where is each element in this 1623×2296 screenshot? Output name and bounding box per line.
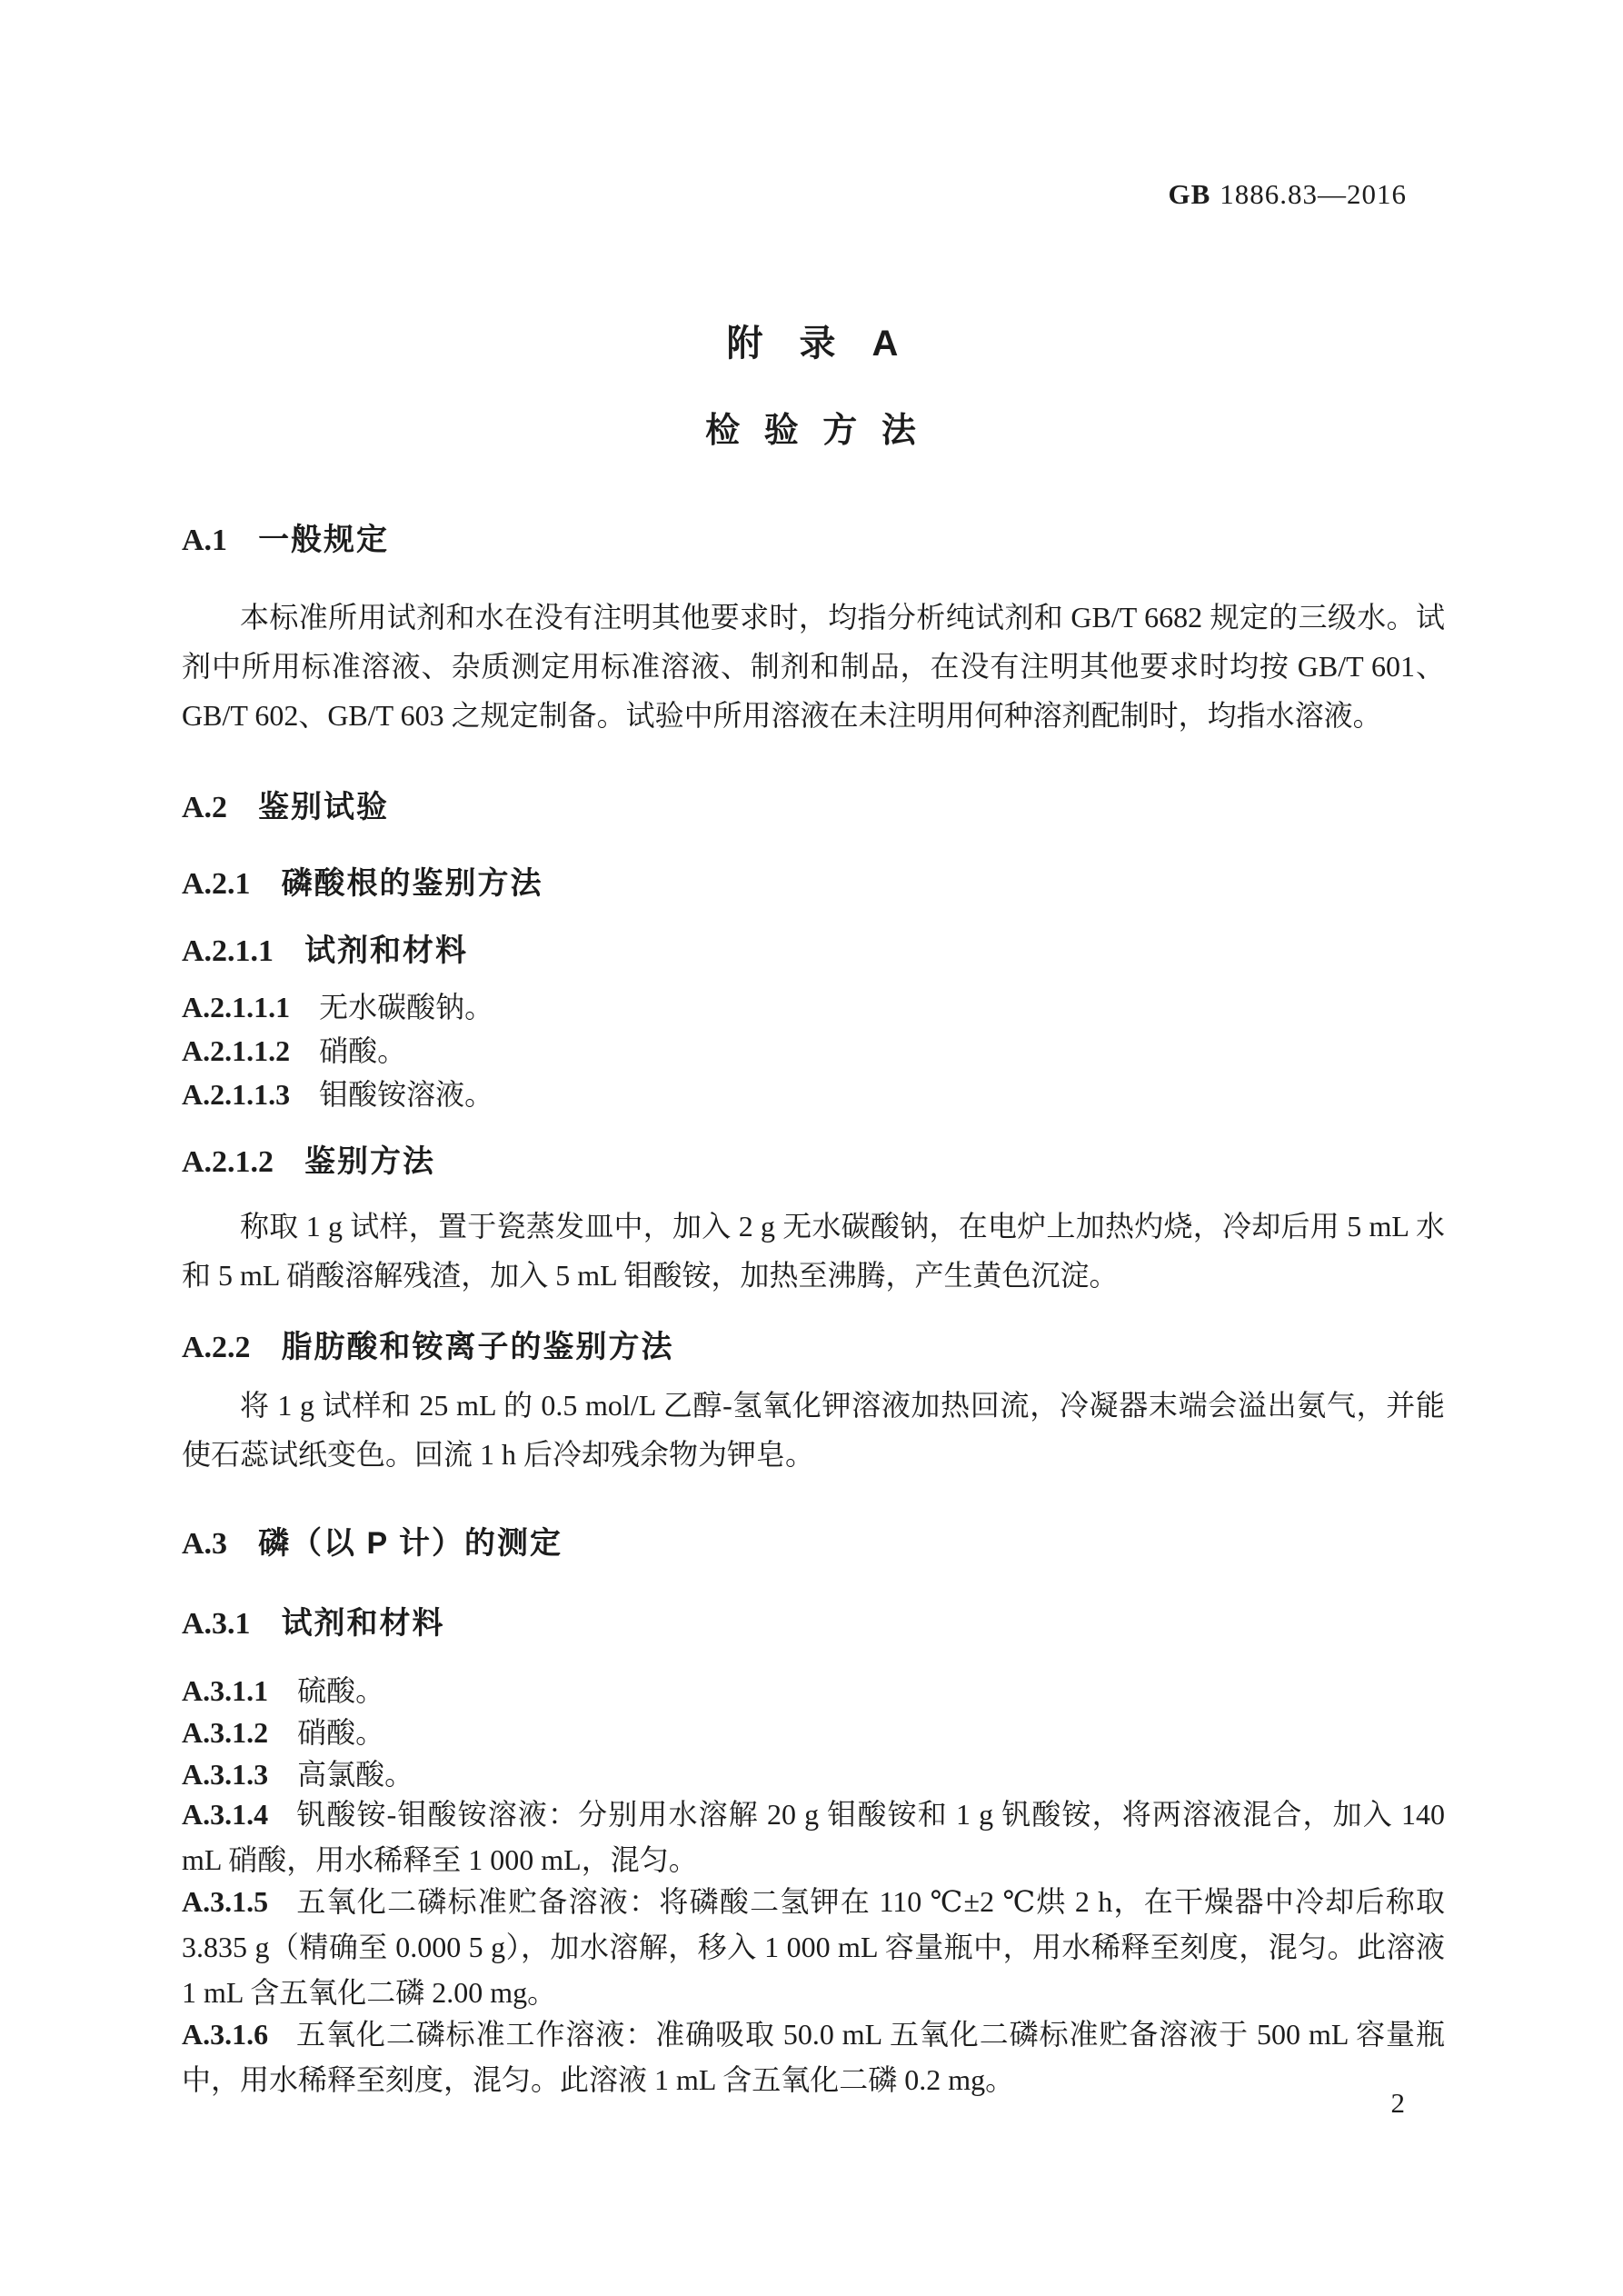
standard-code-header <box>1168 178 1407 211</box>
heading-a1-title: 一般规定 <box>258 523 390 557</box>
clause-a2112 <box>182 1031 1445 1071</box>
clause-a313 <box>182 1754 1445 1794</box>
heading-a212 <box>182 1142 1445 1183</box>
clause-a2111-text: 无水碳酸钠。 <box>319 991 494 1023</box>
clause-a312 <box>182 1712 1445 1752</box>
heading-a22-number: A.2.2 <box>182 1331 251 1364</box>
heading-a3-title: 磷（以 P 计）的测定 <box>258 1526 563 1561</box>
heading-a31-title: 试剂和材料 <box>281 1606 445 1641</box>
heading-a21-number: A.2.1 <box>182 867 251 901</box>
clause-a2111-number: A.2.1.1.1 <box>182 991 291 1023</box>
heading-a211-number: A.2.1.1 <box>182 934 274 968</box>
clause-a316-text: 五氧化二磷标准工作溶液：准确吸取 50.0 mL 五氧化二磷标准贮备溶液于 500 mL 容量瓶中，用水稀释至刻度，混匀。此溶液 1 mL 含五氧化二磷 0.2 mg。 <box>182 2018 1445 2096</box>
heading-a211-title: 试剂和材料 <box>304 933 469 968</box>
paragraph-a212: 称取 1 g 试样，置于瓷蒸发皿中，加入 2 g 无水碳酸钠，在电炉上加热灼烧，冷却后用 5 mL 水和 5 mL 硝酸溶解残渣，加入 5 mL 钼酸铵，加热至沸腾，产生黄色沉淀。 <box>182 1210 1445 1292</box>
clause-a2113-text: 钼酸铵溶液。 <box>319 1078 494 1111</box>
appendix-subtitle: 检 验 方 法 <box>705 412 920 450</box>
standard-code-prefix: GB <box>1168 178 1211 210</box>
heading-a22-title: 脂肪酸和铵离子的鉴别方法 <box>281 1330 674 1364</box>
clause-a315 <box>182 1879 1445 2015</box>
heading-a1 <box>182 520 1445 561</box>
heading-a22 <box>182 1327 1445 1368</box>
page-number: 2 <box>1390 2087 1405 2119</box>
heading-a31 <box>182 1603 1445 1644</box>
paragraph-a22: 将 1 g 试样和 25 mL 的 0.5 mol/L 乙醇-氢氧化钾溶液加热回流，冷凝器末端会溢出氨气，并能使石蕊试纸变色。回流 1 h 后冷却残余物为钾皂。 <box>182 1389 1445 1471</box>
heading-a211 <box>182 931 1445 972</box>
clause-a312-text: 硝酸。 <box>297 1716 385 1749</box>
clause-a2112-number: A.2.1.1.2 <box>182 1034 291 1067</box>
clause-a312-number: A.3.1.2 <box>182 1716 269 1749</box>
heading-a31-number: A.3.1 <box>182 1607 251 1641</box>
clause-a2113-number: A.2.1.1.3 <box>182 1078 291 1111</box>
heading-a1-number: A.1 <box>182 524 228 557</box>
heading-a212-title: 鉴别方法 <box>304 1144 436 1179</box>
appendix-title: 附 录 A <box>726 324 899 364</box>
heading-a3 <box>182 1523 1445 1564</box>
clause-a2111 <box>182 987 1445 1027</box>
clause-a314 <box>182 1792 1445 1882</box>
clause-a2113 <box>182 1074 1445 1114</box>
clause-a316-number: A.3.1.6 <box>182 2018 269 2051</box>
heading-a212-number: A.2.1.2 <box>182 1145 274 1179</box>
heading-a2-title: 鉴别试验 <box>258 790 390 824</box>
heading-a21-title: 磷酸根的鉴别方法 <box>281 866 543 901</box>
heading-a2 <box>182 787 1445 828</box>
paragraph-a1: 本标准所用试剂和水在没有注明其他要求时，均指分析纯试剂和 GB/T 6682 规定的三级水。试剂中所用标准溶液、杂质测定用标准溶液、制剂和制品，在没有注明其他要求时均按 GB/T 601、GB/T 602、GB/T 603 之规定制备。试验中所用溶液在未注明用何种溶剂配制时，均指水溶液。 <box>182 601 1445 732</box>
clause-a2112-text: 硝酸。 <box>319 1034 407 1067</box>
clause-a313-text: 高氯酸。 <box>297 1758 414 1791</box>
standard-code-number: 1886.83—2016 <box>1220 178 1407 210</box>
clause-a311-number: A.3.1.1 <box>182 1674 269 1707</box>
heading-a2-number: A.2 <box>182 791 228 824</box>
clause-a316 <box>182 2011 1445 2102</box>
clause-a314-number: A.3.1.4 <box>182 1798 269 1831</box>
clause-a314-text: 钒酸铵-钼酸铵溶液：分别用水溶解 20 g 钼酸铵和 1 g 钒酸铵，将两溶液混合，加入 140 mL 硝酸，用水稀释至 1 000 mL，混匀。 <box>182 1798 1445 1876</box>
heading-a3-number: A.3 <box>182 1527 228 1561</box>
clause-a311 <box>182 1671 1445 1711</box>
heading-a21 <box>182 863 1445 904</box>
clause-a315-text: 五氧化二磷标准贮备溶液：将磷酸二氢钾在 110 ℃±2 ℃烘 2 h，在干燥器中冷却后称取 3.835 g（精确至 0.000 5 g），加水溶解，移入 1 000 mL 容量瓶中，用水稀释至刻度，混匀。此溶液 1 mL 含五氧化二磷 2.00 mg。 <box>182 1885 1445 2009</box>
clause-a313-number: A.3.1.3 <box>182 1758 269 1791</box>
clause-a315-number: A.3.1.5 <box>182 1885 269 1918</box>
clause-a311-text: 硫酸。 <box>297 1674 385 1707</box>
